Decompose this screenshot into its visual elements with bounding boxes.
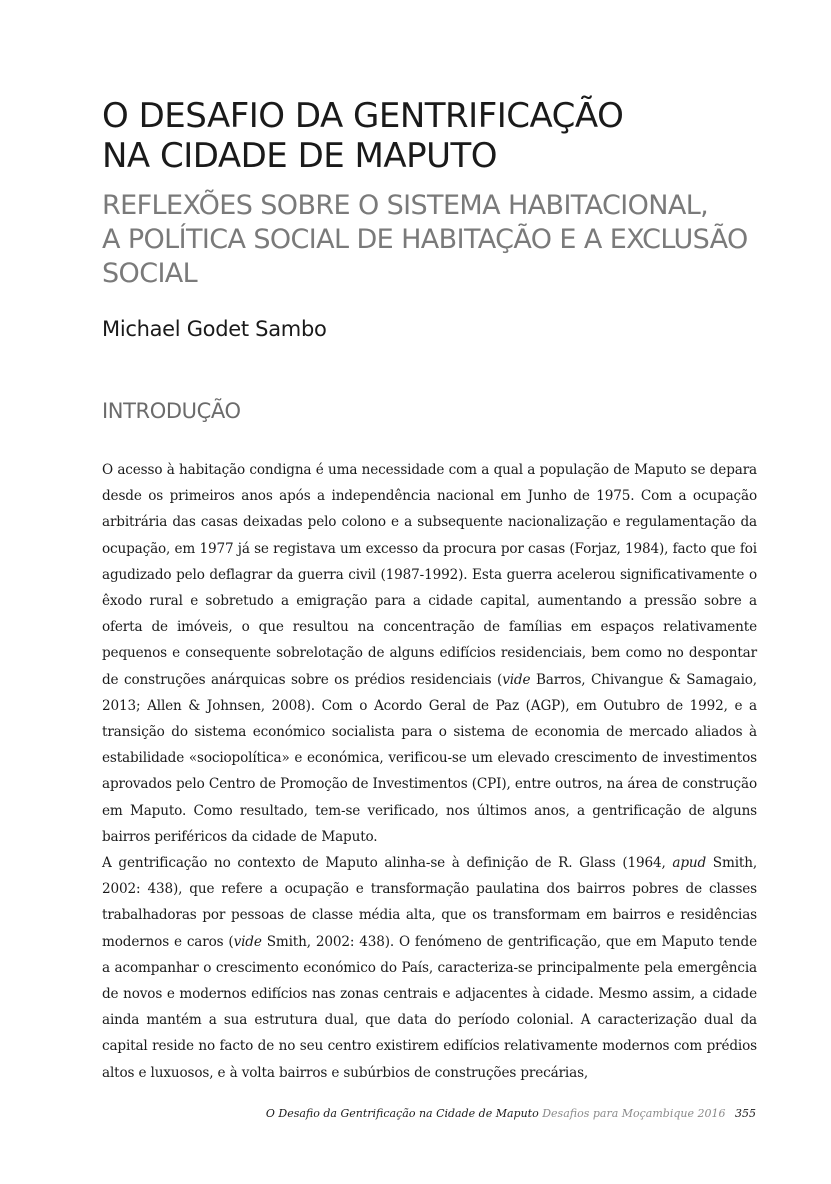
subtitle-line-2: A POLÍTICA SOCIAL DE HABITAÇÃO E A EXCLUSÃO: [102, 224, 748, 255]
paragraph-1: O acesso à habitação condigna é uma necessidade com a qual a população de Maputo se depara desde os primeiros anos após a independência nacional em Junho de 1975. Com a ocupação arbitrária das casas deixadas pelo colono e a subsequente nacionalização e regulamentação da ocupação, em 1977 já se registava um excesso da procura por casas (Forjaz, 1984), facto que foi agudizado pelo deflagrar da guerra civil (1987-1992). Esta guerra acelerou significativamente o êxodo rural e sobretudo a emigração para a cidade capital, aumentando a pressão sobre a oferta de imóveis, o que resultou na concentração de famílias em espaços relativamente pequenos e consequente sobrelotação de alguns edifícios residenciais, bem como no despontar de construções anárquicas sobre os prédios residenciais (vide Barros, Chivangue & Samagaio, 2013; Allen & Johnsen, 2008). Com o Acordo Geral de Paz (AGP), em Outubro de 1992, e a transição do sistema económico socialista para o sistema de economia de mercado aliados à estabilidade «sociopolítica» e económica, verificou-se um elevado crescimento de investimentos aprovados pelo Centro de Promoção de Investimentos (CPI), entre outros, na área de construção em Maputo. Como resultado, tem-se verificado, nos últimos anos, a gentrificação de alguns bairros periféricos da cidade de Maputo.: [102, 462, 757, 845]
section-heading: INTRODUÇÃO: [102, 399, 241, 423]
title-line-1: O DESAFIO DA GENTRIFICAÇÃO: [102, 96, 624, 136]
footer-book-title: Desafios para Moçambique 2016: [542, 1107, 726, 1120]
subtitle-line-1: REFLEXÕES SOBRE O SISTEMA HABITACIONAL,: [102, 190, 709, 221]
chapter-subtitle: [102, 189, 802, 291]
body-text: [102, 457, 757, 1086]
paragraph-2: A gentrificação no contexto de Maputo alinha-se à definição de R. Glass (1964, apud Smith, 2002: 438), que refere a ocupação e transformação paulatina dos bairros pobres de classes trabalhadoras por pessoas de classe média alta, que os transformam em bairros e residências modernos e caros (vide Smith, 2002: 438). O fenómeno de gentrificação, que em Maputo tende a acompanhar o crescimento económico do País, caracteriza-se principalmente pela emergência de novos e modernos edifícios nas zonas centrais e adjacentes à cidade. Mesmo assim, a cidade ainda mantém a sua estrutura dual, que data do período colonial. A caracterização dual da capital reside no facto de no seu centro existirem edifícios relativamente modernos com prédios altos e luxuosos, e à volta bairros e subúrbios de construções precárias,: [102, 855, 757, 1081]
page-footer: [266, 1107, 756, 1120]
author-name: Michael Godet Sambo: [102, 317, 327, 341]
title-line-2: NA CIDADE DE MAPUTO: [102, 136, 498, 176]
subtitle-line-3: SOCIAL: [102, 258, 198, 289]
footer-chapter-title: O Desafio da Gentrificação na Cidade de Maputo: [265, 1107, 539, 1120]
chapter-title: [102, 96, 802, 176]
page-number: 355: [735, 1107, 756, 1120]
